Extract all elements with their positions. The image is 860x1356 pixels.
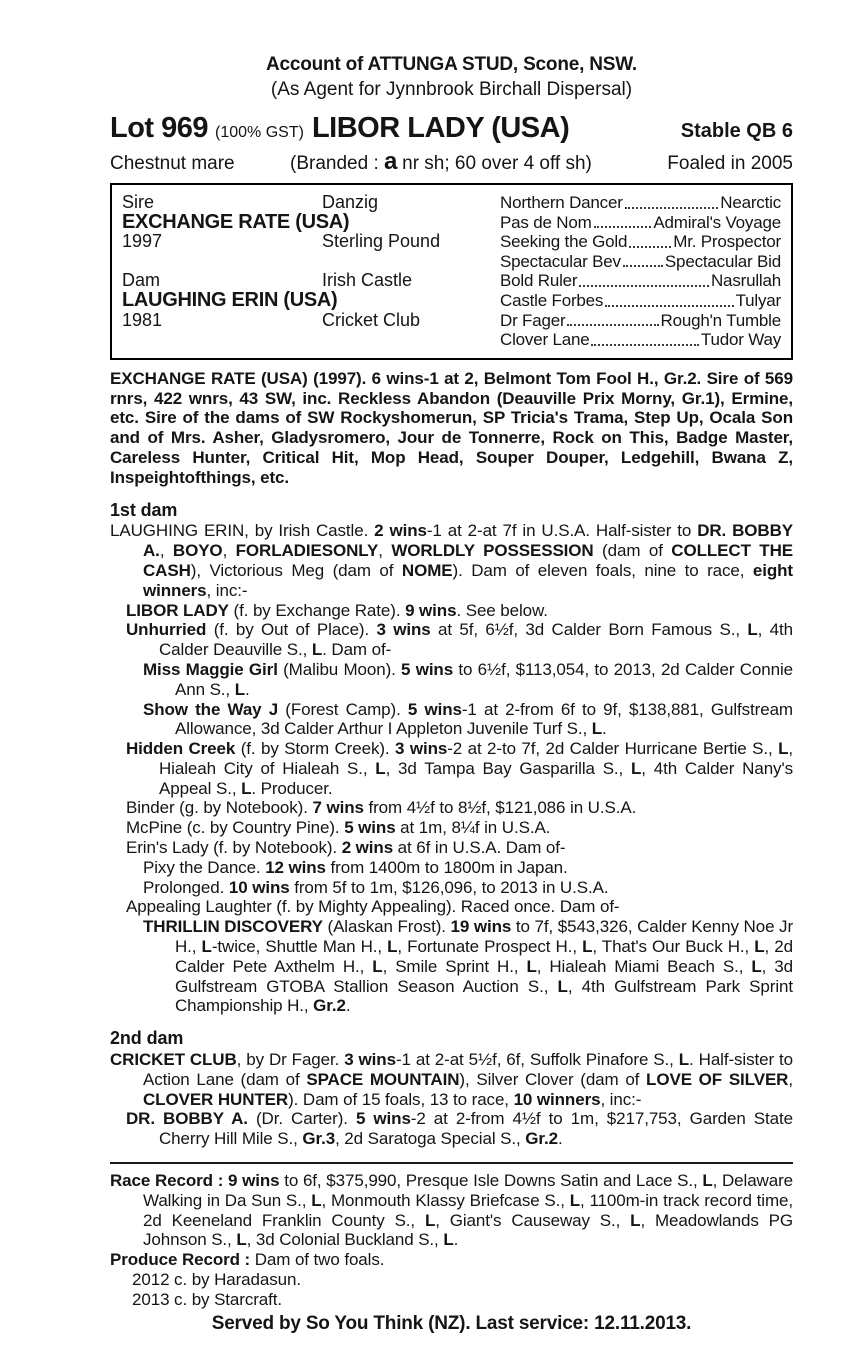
ancestor-sire-name: Clover Lane: [500, 330, 590, 350]
lot-row: [110, 112, 793, 145]
brand-text-prefix: (Branded :: [290, 153, 384, 174]
paragraph: Race Record : 9 wins to 6f, $375,990, Presque Isle Downs Satin and Lace S., L, Delaware Walking in Da Sun S., L, Monmouth Klassy Briefcase S., L, 1100m-in track record time, 2d Keeneland Franklin County S., L, Giant's Causeway S., L, Meadowlands PG Johnson S., L, 3d Colonial Buckland S., L.: [110, 1171, 794, 1250]
ancestor-sire-name: Spectacular Bev: [500, 251, 621, 271]
account-line: Account of ATTUNGA STUD, Scone, NSW.: [265, 54, 638, 75]
pedigree-sections: [110, 501, 793, 1150]
foaled-year: Foaled in 2005: [667, 153, 793, 174]
ancestor-sire-name: Seeking the Gold: [500, 232, 628, 252]
dam-name: LAUGHING ERIN (USA): [122, 288, 338, 311]
paragraph: Produce Record : Dam of two foals.: [110, 1250, 385, 1270]
paragraph: Prolonged. 10 wins from 5f to 1m, $126,096, to 2013 in U.S.A.: [143, 877, 609, 897]
dot-leader: [591, 344, 698, 346]
ancestor-row: [500, 193, 781, 213]
brand-text-suffix: nr sh; 60 over 4 off sh): [396, 153, 592, 174]
ancestor-dam-name: Mr. Prospector: [673, 232, 781, 252]
paragraph: Erin's Lady (f. by Notebook). 2 wins at 6f in U.S.A. Dam of-: [126, 838, 566, 858]
ancestor-row: [500, 232, 781, 252]
paragraph: CRICKET CLUB, by Dr Fager. 3 wins-1 at 2-at 5½f, 6f, Suffolk Pinafore S., L. Half-sister to Action Lane (dam of SPACE MOUNTAIN), Silver Clover (dam of LOVE OF SILVER, CLOVER HUNTER). Dam of 15 foals, 13 to race, 10 winners, inc:-: [110, 1050, 793, 1109]
sire-summary: EXCHANGE RATE (USA) (1997). 6 wins-1 at 2, Belmont Tom Fool H., Gr.2. Sire of 569 rnrs, 422 wnrs, 43 SW, inc. Reckless Abandon (Deauville Prix Morny, Gr.1), Ermine, etc. Sire of the dams of SW Rockyshomerun, SP Tricia's Trama, Step Up, Ocala Son and of Mrs. Asher, Gladysromero, Jour de Tonnerre, Rock on This, Badge Master, Careless Hunter, Critical Hit, Mop Head, Souper Douper, Ledgehill, Bwana Z, Inspeightofthings, etc.: [110, 368, 793, 487]
dot-leader: [579, 285, 709, 287]
record-block: [110, 1171, 793, 1310]
sire-granddam: Sterling Pound: [322, 231, 441, 252]
dam-year: 1981: [122, 309, 163, 330]
section-heading: 1st dam: [110, 499, 178, 520]
service-note: Served by So You Think (NZ). Last service: 12.11.2013.: [211, 1312, 692, 1334]
paragraph: Show the Way J (Forest Camp). 5 wins-1 at 2-from 6f to 9f, $138,881, Gulfstream Allowance, 3d Calder Arthur I Appleton Juvenile Turf S., L.: [143, 699, 793, 739]
ancestor-row: [500, 330, 781, 350]
ancestor-dam-name: Nearctic: [720, 193, 781, 212]
dam-granddam: Cricket Club: [322, 309, 421, 330]
ancestor-row: [500, 271, 781, 291]
paragraph: Miss Maggie Girl (Malibu Moon). 5 wins to 6½f, $113,054, to 2013, 2d Calder Connie Ann S., L.: [143, 659, 793, 699]
paragraph: 2012 c. by Haradasun.: [132, 1270, 301, 1290]
ancestor-sire-name: Dr Fager: [500, 310, 566, 330]
paragraph: LAUGHING ERIN, by Irish Castle. 2 wins-1 at 2-at 7f in U.S.A. Half-sister to DR. BOBBY A., BOYO, FORLADIESONLY, WORLDLY POSSESSION (dam of COLLECT THE CASH), Victorious Meg (dam of NOME). Dam of eleven foals, nine to race, eight winners, inc:-: [110, 521, 794, 600]
paragraph: LIBOR LADY (f. by Exchange Rate). 9 wins. See below.: [126, 600, 548, 620]
sire-year: 1997: [122, 231, 163, 252]
ancestor-dam-name: Admiral's Voyage: [653, 212, 781, 232]
ancestor-row: [500, 252, 781, 272]
brand-info: [290, 148, 667, 176]
ancestor-dam-name: Tudor Way: [700, 330, 781, 350]
dot-leader: [625, 207, 719, 209]
paragraph: Appealing Laughter (f. by Mighty Appealing). Raced once. Dam of-: [126, 897, 620, 917]
dot-leader: [623, 265, 663, 267]
ancestor-dam-name: Rough'n Tumble: [660, 310, 781, 330]
ancestor-sire-name: Northern Dancer: [500, 193, 623, 212]
dot-leader: [605, 305, 733, 307]
paragraph: Binder (g. by Notebook). 7 wins from 4½f to 8½f, $121,086 in U.S.A.: [126, 798, 637, 818]
ancestor-sire-name: Pas de Nom: [500, 212, 592, 232]
colour-sex: Chestnut mare: [110, 153, 235, 174]
paragraph: Pixy the Dance. 12 wins from 1400m to 1800m in Japan.: [143, 857, 568, 877]
gst-note: (100% GST): [215, 124, 304, 141]
dot-leader: [629, 246, 671, 248]
description-row: [110, 148, 793, 176]
ancestor-sire-name: Bold Ruler: [500, 271, 578, 291]
ancestor-row: [500, 311, 781, 331]
dot-leader: [594, 226, 652, 228]
ancestor-sire-name: Castle Forbes: [500, 290, 604, 310]
sire-label: Sire: [122, 192, 155, 212]
paragraph: Unhurried (f. by Out of Place). 3 wins at 5f, 6½f, 3d Calder Born Famous S., L, 4th Calder Deauville S., L. Dam of-: [126, 620, 793, 660]
paragraph: THRILLIN DISCOVERY (Alaskan Frost). 19 wins to 7f, $543,326, Calder Kenny Noe Jr H., L-twice, Shuttle Man H., L, Fortunate Prospect H., L, That's Our Buck H., L, 2d Calder Pete Axthelm H., L, Smile Sprint H., L, Hialeah Miami Beach S., L, 3d Gulfstream GTOBA Stallion Season Auction S., L, 4th Gulfstream Park Sprint Championship H., Gr.2.: [143, 917, 794, 1016]
dam-grandsire: Irish Castle: [322, 270, 413, 291]
paragraph: DR. BOBBY A. (Dr. Carter). 5 wins-2 at 2-from 4½f to 1m, $217,753, Garden State Cherry Hill Mile S., Gr.3, 2d Saratoga Special S., Gr.2.: [126, 1109, 793, 1149]
dam-label: Dam: [122, 270, 161, 291]
ancestor-dam-name: Tulyar: [735, 290, 781, 310]
ancestor-dam-name: Spectacular Bid: [664, 251, 781, 271]
dot-leader: [567, 324, 658, 326]
pedigree-table: [110, 183, 793, 360]
sire-name: EXCHANGE RATE (USA): [122, 210, 350, 233]
ancestor-dam-name: Nasrullah: [710, 271, 781, 291]
ancestor-row: [500, 213, 781, 233]
horse-name: LIBOR LADY (USA): [311, 112, 570, 144]
paragraph: McPine (c. by Country Pine). 5 wins at 1m, 8¼f in U.S.A.: [126, 818, 551, 838]
brand-glyph: a: [384, 148, 397, 175]
ancestor-row: [500, 291, 781, 311]
paragraph: 2013 c. by Starcraft.: [132, 1289, 283, 1309]
agent-line: (As Agent for Jynnbrook Birchall Dispersal): [270, 79, 633, 100]
stable-badge: Stable QB 6: [680, 120, 793, 142]
lot-number: Lot 969: [110, 112, 209, 144]
paragraph: Hidden Creek (f. by Storm Creek). 3 wins-2 at 2-to 7f, 2d Calder Hurricane Bertie S., L, Hialeah City of Hialeah S., L, 3d Tampa Bay Gasparilla S., L, 4th Calder Nany's Appeal S., L. Producer.: [126, 739, 793, 798]
sire-grandsire: Danzig: [322, 192, 379, 212]
divider-rule: [110, 1162, 793, 1164]
section-heading: 2nd dam: [110, 1028, 184, 1049]
